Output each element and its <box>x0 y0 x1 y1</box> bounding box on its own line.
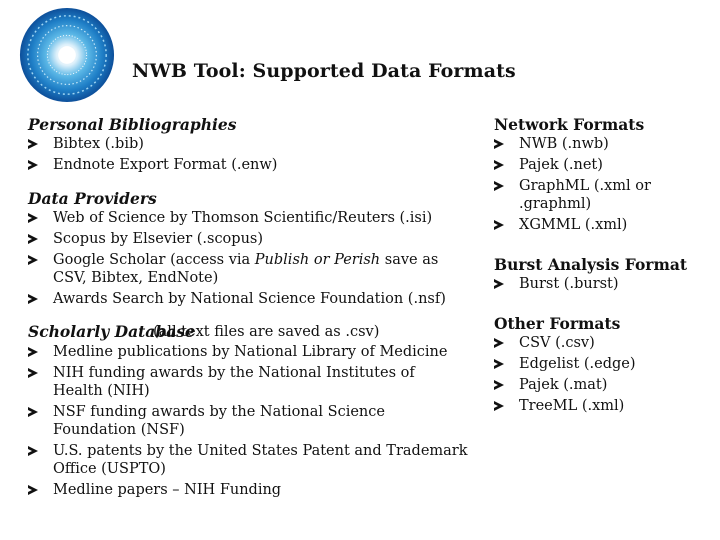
list-item: Pajek (.mat) <box>494 376 709 394</box>
list-item: Edgelist (.edge) <box>494 355 709 373</box>
list-item: XGMML (.xml) <box>494 216 709 234</box>
list-item: TreeML (.xml) <box>494 397 709 415</box>
section-heading: Burst Analysis Format <box>494 255 688 274</box>
other-formats-section <box>494 313 709 415</box>
list-item: Medline publications by National Library of Medicine <box>28 343 468 361</box>
arrow-bullet-icon <box>28 485 38 495</box>
arrow-bullet-icon <box>28 347 38 357</box>
arrow-bullet-icon <box>494 380 504 390</box>
arrow-bullet-icon <box>494 359 504 369</box>
arrow-bullet-icon <box>494 160 504 170</box>
list-item: Bibtex (.bib) <box>28 135 468 153</box>
list-item: Burst (.burst) <box>494 275 709 293</box>
list-item: Awards Search by National Science Foundation (.nsf) <box>28 290 468 308</box>
list-item: Medline papers – NIH Funding <box>28 481 468 499</box>
list-item: Pajek (.net) <box>494 156 709 174</box>
section-heading: Other Formats <box>494 314 621 333</box>
left-column <box>28 114 468 502</box>
list-item: NSF funding awards by the National Science Foundation (NSF) <box>28 403 468 439</box>
arrow-bullet-icon <box>28 255 38 265</box>
arrow-bullet-icon <box>28 139 38 149</box>
arrow-bullet-icon <box>28 294 38 304</box>
list-item: GraphML (.xml or .graphml) <box>494 177 709 213</box>
list-item: NWB (.nwb) <box>494 135 709 153</box>
section-note: (all text files are saved as .csv) <box>153 324 380 340</box>
list-item: U.S. patents by the United States Patent and Trademark Office (USPTO) <box>28 442 468 478</box>
slide-title: NWB Tool: Supported Data Formats <box>132 60 516 82</box>
arrow-bullet-icon <box>28 213 38 223</box>
arrow-bullet-icon <box>494 139 504 149</box>
data-providers-section <box>28 188 468 308</box>
section-heading: Personal Bibliographies <box>28 115 237 134</box>
list-item: NIH funding awards by the National Institutes of Health (NIH) <box>28 364 468 400</box>
burst-analysis-section <box>494 254 709 293</box>
section-heading: Scholarly Database <box>28 322 195 341</box>
arrow-bullet-icon <box>28 368 38 378</box>
section-heading: Network Formats <box>494 115 645 134</box>
arrow-bullet-icon <box>494 181 504 191</box>
arrow-bullet-icon <box>28 407 38 417</box>
arrow-bullet-icon <box>28 234 38 244</box>
publish-or-perish-text: Publish or Perish <box>254 252 381 268</box>
arrow-bullet-icon <box>494 220 504 230</box>
arrow-bullet-icon <box>28 160 38 170</box>
arrow-bullet-icon <box>494 279 504 289</box>
arrow-bullet-icon <box>494 401 504 411</box>
right-column <box>494 114 709 418</box>
list-item: Endnote Export Format (.enw) <box>28 156 468 174</box>
section-heading: Data Providers <box>28 189 157 208</box>
arrow-bullet-icon <box>28 446 38 456</box>
list-item: CSV (.csv) <box>494 334 709 352</box>
list-item: Google Scholar (access via Publish or Perish save as CSV, Bibtex, EndNote) <box>28 251 468 287</box>
scholarly-database-section <box>28 321 468 499</box>
network-formats-section <box>494 114 709 234</box>
list-item: Web of Science by Thomson Scientific/Reuters (.isi) <box>28 209 468 227</box>
personal-bibliographies-section <box>28 114 468 174</box>
list-item: Scopus by Elsevier (.scopus) <box>28 230 468 248</box>
nwb-logo-icon <box>18 6 116 104</box>
arrow-bullet-icon <box>494 338 504 348</box>
